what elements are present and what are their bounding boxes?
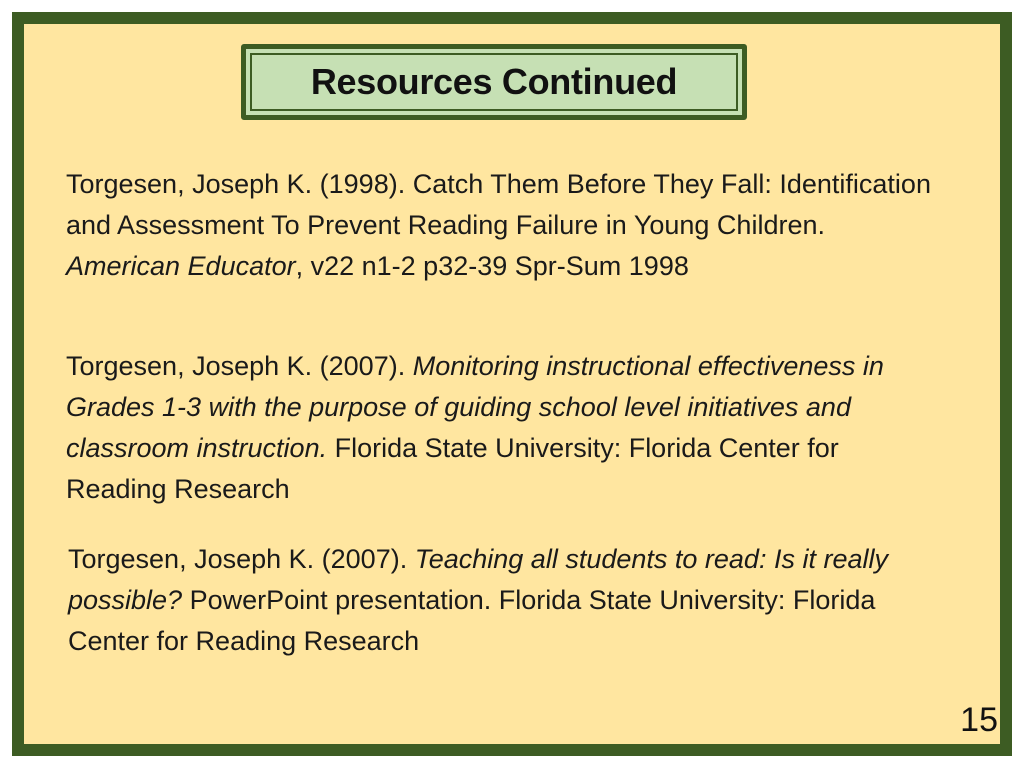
title-inner-border — [250, 53, 738, 111]
title-box — [241, 44, 747, 120]
reference-2 — [66, 346, 946, 510]
reference-3-text: Torgesen, Joseph K. (2007). — [68, 544, 415, 574]
reference-1-text: Torgesen, Joseph K. (1998). Catch Them Before They Fall: Identification and Assessment To Prevent Reading Failure in Young Children. — [66, 169, 931, 240]
reference-1 — [66, 164, 946, 287]
reference-2-text-after: Florida State University: Florida Center for Reading Research — [66, 433, 839, 504]
slide-title: Resources Continued — [310, 61, 678, 102]
page-number: 15 — [960, 701, 998, 739]
reference-2-italic: Monitoring instructional effectiveness in Grades 1-3 with the purpose of guiding school level initiatives and classroom instruction. — [66, 351, 884, 463]
reference-1-italic: American Educator — [66, 251, 296, 281]
reference-3-italic: Teaching all students to read: Is it really possible? — [68, 544, 888, 615]
reference-2-text: Torgesen, Joseph K. (2007). — [66, 351, 413, 381]
reference-3-text-after: PowerPoint presentation. Florida State University: Florida Center for Reading Research — [68, 585, 876, 656]
reference-3 — [68, 539, 948, 662]
reference-1-text-after: , v22 n1-2 p32-39 Spr-Sum 1998 — [295, 251, 689, 281]
